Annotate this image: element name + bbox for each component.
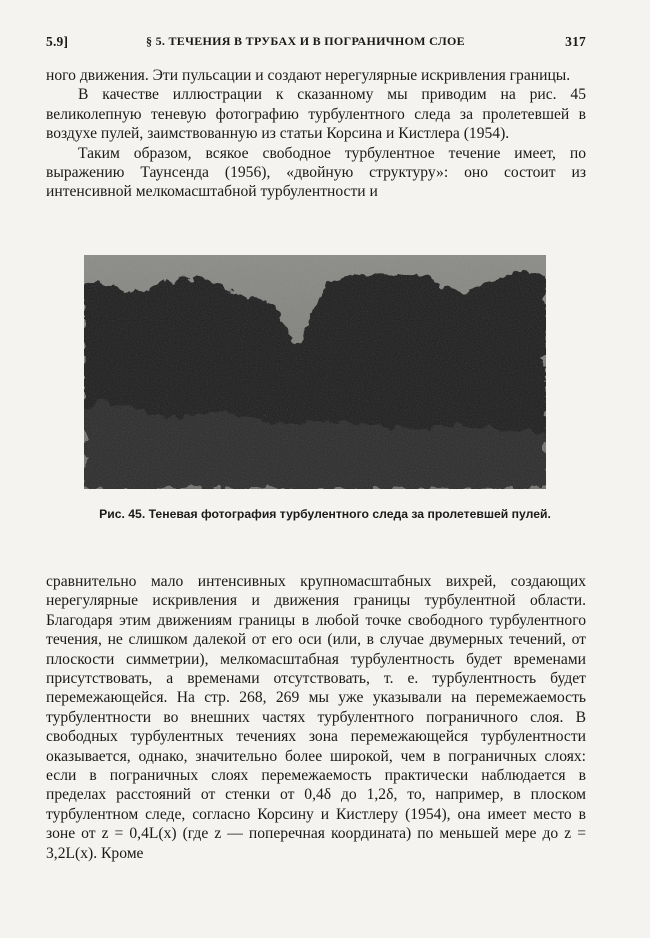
running-title: § 5. ТЕЧЕНИЯ В ТРУБАХ И В ПОГРАНИЧНОМ СЛОЕ xyxy=(146,34,465,48)
paragraph-double-structure: Таким образом, всякое свободное турбулентное течение имеет, по выражению Таунсенда (1956), «двойную структуру»: оно состоит из интенсивной мелкомасштабной турбулентности и xyxy=(46,144,586,201)
paragraph-intermittency: сравнительно мало интенсивных крупномасштабных вихрей, создающих нерегулярные искривления и движения границы турбулентной области. Благодаря этим движениям границы в любой точке свободного турбулентного течения, не слишком далекой от его оси (или, в случае двумерных течений, от плоскости симметрии), мелкомасштабная турбулентность будет временами присутствовать, а временами отсутствовать, т. е. турбулентность будет перемежающейся. На стр. 268, 269 мы уже указывали на перемежаемость турбулентности во внешних частях турбулентного пограничного слоя. В свободных турбулентных течениях зона перемежающейся турбулентности оказывается, однако, значительно более широкой, чем в пограничных слоях: если в пограничных слоях перемежаемость практически наблюдается в пределах расстояний от стенки от 0,4δ до 1,2δ, то, например, в плоском турбулентном следе, согласно Корсину и Кистлеру (1954), она имеет место в зоне от z = 0,4L(x) (где z — поперечная координата) по меньшей мере до z = 3,2L(x). Кроме xyxy=(46,573,586,862)
section-number: 5.9] xyxy=(46,34,69,49)
body-text-bottom xyxy=(46,572,586,863)
page-number: 317 xyxy=(565,34,586,49)
paragraph-continuation: ного движения. Эти пульсации и создают нерегулярные искривления границы. xyxy=(46,67,571,84)
shadowgraph-photo xyxy=(84,255,546,489)
paragraph-figure-reference: В качестве иллюстрации к сказанному мы приводим на рис. 45 великолепную теневую фотографию турбулентного следа за пролетевшей в воздухе пулей, заимствованную из статьи Корсина и Кистлера (1954). xyxy=(46,86,586,143)
body-text-top xyxy=(46,66,586,202)
turbulent-wake-image xyxy=(84,255,546,489)
figure-caption: Рис. 45. Теневая фотография турбулентного следа за пролетевшей пулей. xyxy=(99,507,551,521)
running-header xyxy=(46,34,586,54)
